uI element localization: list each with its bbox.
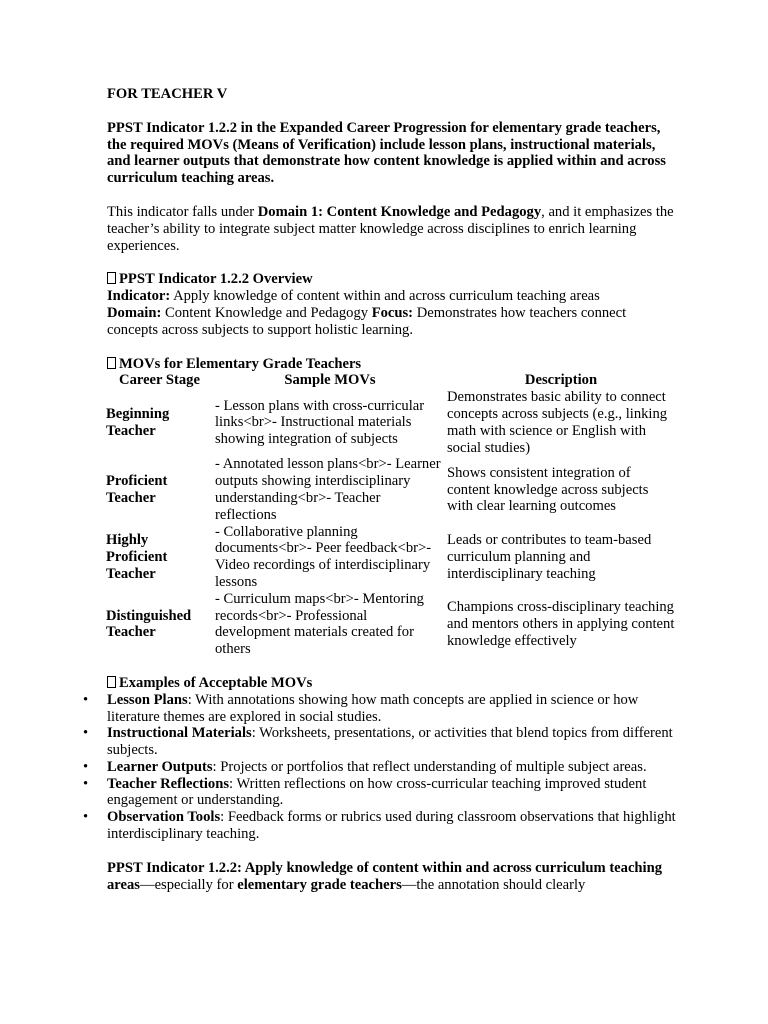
missing-glyph-icon [107,272,116,284]
overview-title: PPST Indicator 1.2.2 Overview [119,271,313,288]
list-item [107,725,677,759]
indicator-text: Apply knowledge of content within and across curriculum teaching areas [170,288,600,305]
focus-label: Focus: [371,304,414,321]
closing-text-1: —especially for [139,876,238,893]
closing-indicator: PPST Indicator 1.2.2: Apply knowledge of content within and across curriculum teaching areas [107,859,663,893]
example-text: : Feedback forms or rubrics used during classroom observations that highlight interdisciplinary teaching. [107,809,676,843]
table-row [105,524,676,591]
example-label: Teacher Reflections [107,775,229,792]
table-row [105,591,676,658]
movs-title-line [107,356,677,373]
list-item [107,776,677,810]
domain-paragraph-lead: This indicator falls under [107,203,258,220]
row-description: Leads or contributes to team-based curriculum planning and interdisciplinary teaching [447,531,652,582]
row-movs: - Annotated lesson plans<br>- Learner outputs showing interdisciplinary understanding<br>- Teacher reflections [215,456,441,523]
indicator-label: Indicator: [107,288,171,305]
closing-paragraph [107,860,677,894]
row-stage: Highly Proficient Teacher [106,531,168,582]
examples-title-line [107,675,677,692]
missing-glyph-icon [107,357,116,369]
table-row [105,389,676,456]
example-label: Observation Tools [107,809,221,826]
list-item [107,692,677,726]
row-description: Demonstrates basic ability to connect concepts across subjects (e.g., linking math with science or English with social studies) [447,389,668,456]
domain-name: Domain 1: Content Knowledge and Pedagogy [257,203,542,220]
header-description: Description [524,372,598,389]
overview-domain-focus [107,305,677,339]
row-movs: - Curriculum maps<br>- Mentoring records<br>- Professional development materials created for others [215,590,424,658]
examples-list [107,692,677,843]
example-text: : Projects or portfolios that reflect understanding of multiple subject areas. [212,758,647,775]
row-stage: Proficient Teacher [106,473,168,506]
header-career-stage: Career Stage [119,372,200,389]
domain-text: Content Knowledge and Pedagogy [161,304,372,321]
overview-indicator [107,288,677,305]
example-label: Instructional Materials [107,725,252,742]
example-label: Lesson Plans [107,691,188,708]
example-label: Learner Outputs [107,758,213,775]
domain-paragraph [107,204,677,254]
example-text: : Worksheets, presentations, or activities that blend topics from different subjects. [107,725,673,759]
header-sample-movs: Sample MOVs [284,372,376,389]
overview-title-line [107,271,677,288]
domain-label: Domain: [107,304,162,321]
list-item [107,759,677,776]
intro-paragraph: PPST Indicator 1.2.2 in the Expanded Career Progression for elementary grade teachers, the required MOVs (Means of Verification) include lesson plans, instructional materials, and learner outputs that demonstrate how content knowledge is applied within and across curriculum teaching areas. [107,119,666,187]
row-stage: Distinguished Teacher [106,607,192,641]
examples-title: Examples of Acceptable MOVs [119,674,313,691]
row-movs: - Lesson plans with cross-curricular links<br>- Instructional materials showing integration of subjects [215,397,425,448]
focus-text: Demonstrates how teachers connect concepts across subjects to support holistic learning. [107,304,627,338]
row-movs: - Collaborative planning documents<br>- Peer feedback<br>- Video recordings of interdisciplinary lessons [215,523,432,590]
row-description: Shows consistent integration of content knowledge across subjects with clear learning outcomes [447,464,649,515]
domain-paragraph-rest: , and it emphasizes the teacher’s ability to integrate subject matter knowledge across disciplines to enrich learning experiences. [107,203,674,254]
closing-audience: elementary grade teachers [237,876,402,893]
row-description: Champions cross-disciplinary teaching and mentors others in applying content knowledge effectively [447,599,675,649]
closing-text-2: —the annotation should clearly [401,876,586,893]
list-item [107,809,677,843]
movs-title: MOVs for Elementary Grade Teachers [119,355,362,372]
document-page [107,86,677,893]
example-text: : With annotations showing how math concepts are applied in science or how literature themes are explored in social studies. [107,691,639,725]
document-heading: FOR TEACHER V [107,86,228,102]
row-stage: Beginning Teacher [106,405,170,439]
movs-table [105,372,676,658]
table-row [105,456,676,523]
example-text: : Written reflections on how cross-curricular teaching improved student engagement or understanding. [107,775,647,809]
movs-table-header [105,372,676,389]
missing-glyph-icon [107,676,116,688]
